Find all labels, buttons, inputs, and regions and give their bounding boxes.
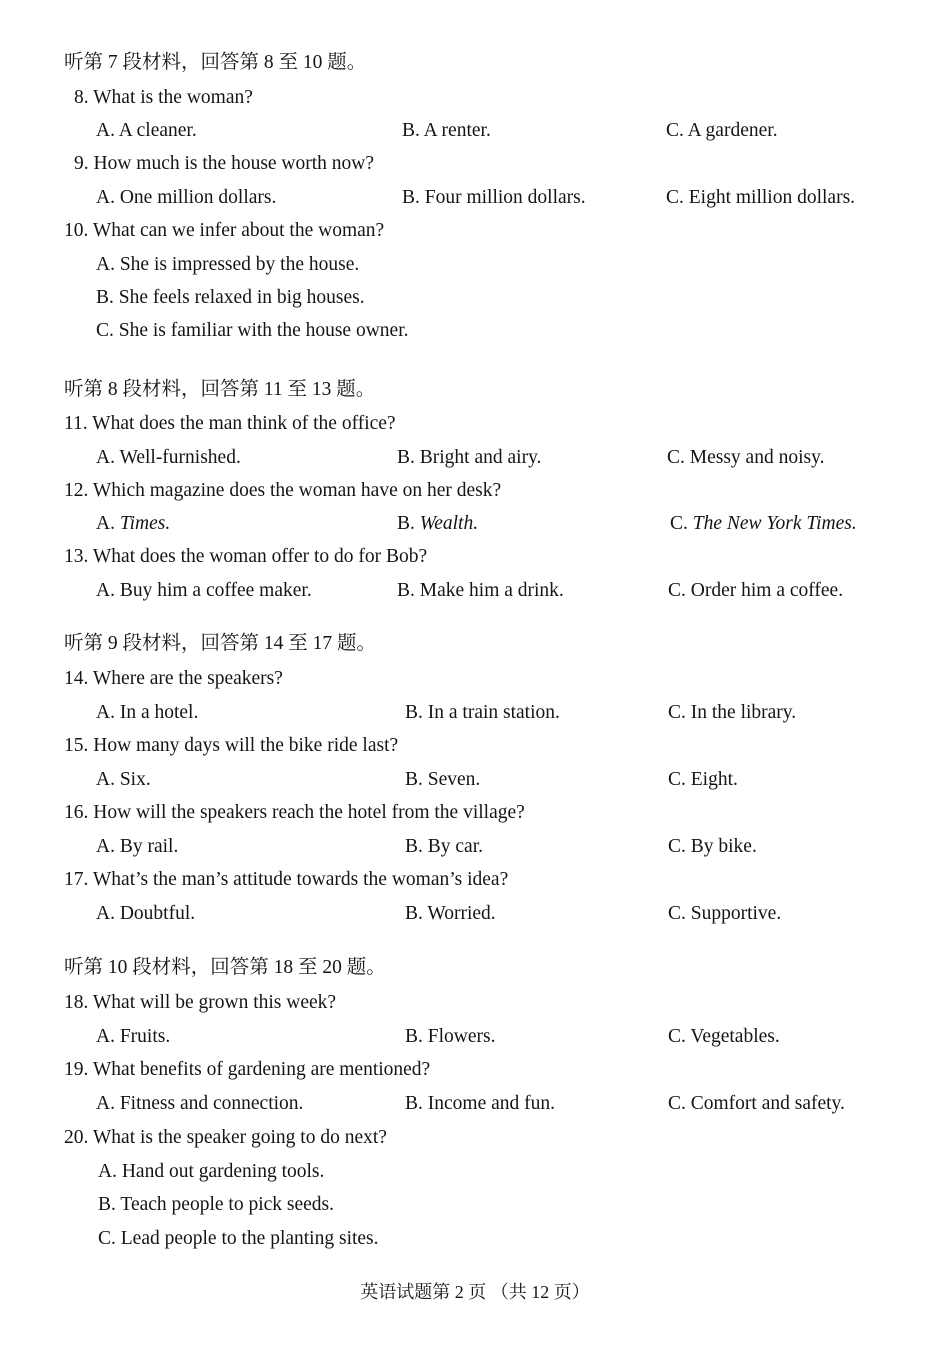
option-c: C. She is familiar with the house owner. [96,320,409,341]
option-c: C. By bike. [668,836,757,857]
option-a: A. Six. [96,769,151,790]
option-c: C. Vegetables. [668,1026,780,1047]
section-heading: 听第 8 段材料，回答第 11 至 13 题。 [64,379,376,400]
option-b: B. Flowers. [405,1026,496,1047]
question-stem: 8. What is the woman? [74,87,253,108]
option-c: C. Supportive. [668,903,782,924]
section-heading: 听第 7 段材料，回答第 8 至 10 题。 [64,52,367,73]
option-b: B. Worried. [405,903,496,924]
option-b: B. Four million dollars. [402,187,586,208]
option-b: B. A renter. [402,120,491,141]
option-c: C. Eight million dollars. [666,187,856,208]
question-stem: 13. What does the woman offer to do for Bob? [64,546,428,567]
option-b: B. She feels relaxed in big houses. [96,287,365,308]
question-stem: 20. What is the speaker going to do next? [64,1127,387,1148]
option-c: C. Comfort and safety. [668,1093,845,1114]
option-b: B. Wealth. [397,513,479,534]
question-stem: 11. What does the man think of the office? [64,413,396,434]
option-b: B. Seven. [405,769,481,790]
option-b: B. Make him a drink. [397,580,564,601]
question-stem: 16. How will the speakers reach the hotel from the village? [64,802,525,823]
option-b: B. By car. [405,836,483,857]
option-c: C. Order him a coffee. [668,580,844,601]
option-a: A. In a hotel. [96,702,199,723]
option-a: A. Fitness and connection. [96,1093,304,1114]
question-stem: 9. How much is the house worth now? [74,153,375,174]
option-a: A. One million dollars. [96,187,277,208]
option-c: C. Messy and noisy. [667,447,825,468]
option-a: A. She is impressed by the house. [96,254,360,275]
option-a: A. Fruits. [96,1026,171,1047]
option-a: A. By rail. [96,836,179,857]
question-stem: 14. Where are the speakers? [64,668,283,689]
option-c: C. In the library. [668,702,797,723]
section-heading: 听第 10 段材料，回答第 18 至 20 题。 [64,957,386,978]
option-a: A. Hand out gardening tools. [98,1161,325,1182]
question-stem: 15. How many days will the bike ride last? [64,735,399,756]
option-a: A. Buy him a coffee maker. [96,580,312,601]
option-a: A. Well-furnished. [96,447,241,468]
option-c: C. Lead people to the planting sites. [98,1228,379,1249]
option-b: B. In a train station. [405,702,560,723]
option-c: C. The New York Times. [670,513,857,534]
question-stem: 12. Which magazine does the woman have on her desk? [64,480,502,501]
option-c: C. Eight. [668,769,738,790]
question-stem: 18. What will be grown this week? [64,992,337,1013]
option-a: A. Times. [96,513,171,534]
option-b: B. Income and fun. [405,1093,556,1114]
question-stem: 17. What’s the man’s attitude towards the woman’s idea? [64,869,509,890]
question-stem: 10. What can we infer about the woman? [64,220,385,241]
option-a: A. A cleaner. [96,120,197,141]
option-a: A. Doubtful. [96,903,196,924]
section-heading: 听第 9 段材料，回答第 14 至 17 题。 [64,633,377,654]
option-c: C. A gardener. [666,120,778,141]
option-b: B. Bright and airy. [397,447,542,468]
page-footer: 英语试题第 2 页 （共 12 页） [360,1282,590,1302]
option-b: B. Teach people to pick seeds. [98,1194,334,1215]
question-stem: 19. What benefits of gardening are mentioned? [64,1059,431,1080]
